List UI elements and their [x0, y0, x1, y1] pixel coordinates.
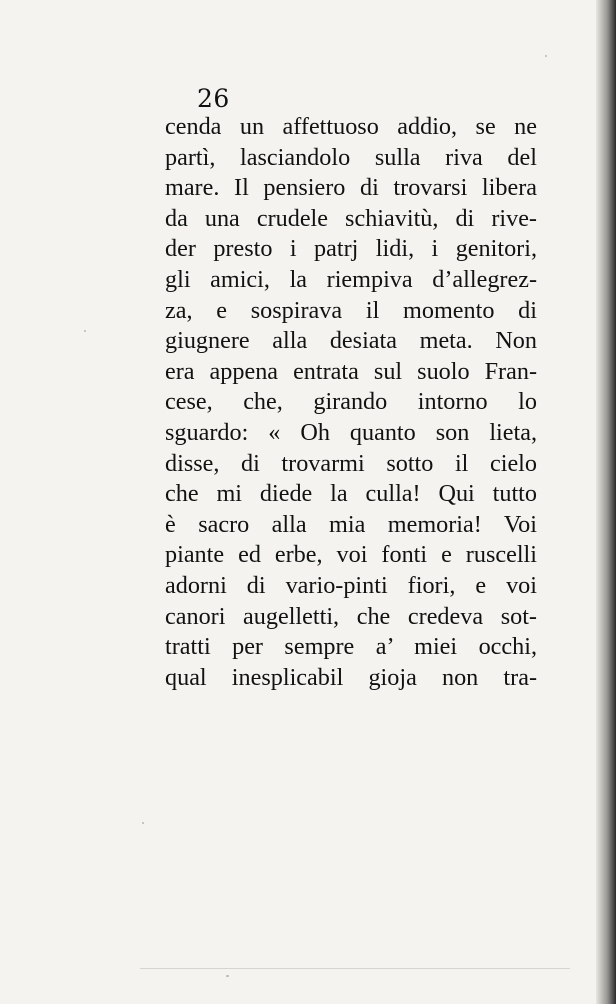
text-line: giugnere alla desiata meta. Non [165, 327, 537, 355]
text-line: adorni di vario-pinti fiori, e voi [165, 571, 537, 599]
text-line: sguardo: « Oh quanto son lieta, [165, 418, 537, 446]
paper-speck [84, 330, 86, 332]
text-line: da una crudele schiavitù, di rive- [165, 204, 537, 232]
text-line: tratti per sempre a’ miei occhi, [165, 633, 537, 661]
text-line: za, e sospirava il momento di [165, 296, 537, 324]
body-text [165, 112, 537, 693]
text-line: cese, che, girando intorno lo [165, 388, 537, 416]
paper-speck [226, 975, 229, 977]
text-line: era appena entrata sul suolo Fran- [165, 357, 537, 385]
text-line: qual inesplicabil gioja non tra- [165, 663, 537, 691]
text-line: che mi diede la culla! Qui tutto [165, 480, 537, 508]
paper-crease [140, 968, 570, 969]
text-line: der presto i patrj lidi, i genitori, [165, 235, 537, 263]
paper-speck [142, 822, 144, 824]
text-line: cenda un affettuoso addio, se ne [165, 113, 537, 140]
page-edge-shadow [596, 0, 616, 1004]
page-number: 26 [197, 84, 230, 113]
text-line: gli amici, la riempiva d’allegrez- [165, 265, 537, 293]
text-line: partì, lasciandolo sulla riva del [165, 143, 537, 171]
paper-speck [545, 55, 547, 57]
text-line: è sacro alla mia memoria! Voi [165, 510, 537, 538]
text-line: mare. Il pensiero di trovarsi libera [165, 174, 537, 202]
text-line: piante ed erbe, voi fonti e ruscelli [165, 541, 537, 569]
text-line: canori augelletti, che credeva sot- [165, 602, 537, 630]
text-line: disse, di trovarmi sotto il cielo [165, 449, 537, 477]
